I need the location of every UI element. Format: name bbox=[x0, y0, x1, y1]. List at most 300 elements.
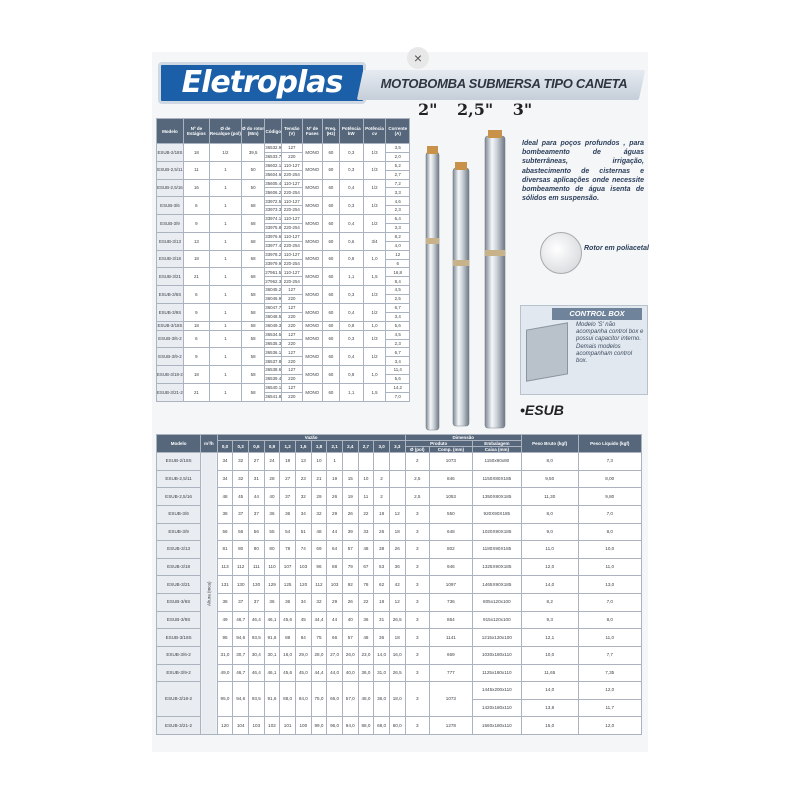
power-cv-cell: 1,0 bbox=[363, 366, 386, 384]
box-header: Caixa (mm) bbox=[472, 447, 521, 453]
stages-cell: 9 bbox=[183, 215, 209, 233]
table-row bbox=[157, 144, 410, 153]
spec-header-cell: Potência cv bbox=[363, 119, 386, 144]
head-value-cell: 74 bbox=[295, 541, 311, 559]
head-value-cell: 15 bbox=[342, 470, 358, 488]
model-cell: ESUB-3/21 bbox=[157, 576, 201, 594]
head-value-cell: 1 bbox=[327, 453, 343, 471]
product-header: Produto bbox=[405, 441, 472, 447]
gross-weight-cell: 8,0 bbox=[521, 453, 578, 471]
phases-cell: MONO bbox=[302, 321, 323, 330]
table-row bbox=[157, 286, 410, 295]
pump-illustration bbox=[418, 120, 518, 432]
code-cell: 36048.5 bbox=[265, 312, 282, 321]
head-value-cell: 130 bbox=[249, 576, 265, 594]
code-cell: 33973.3 bbox=[265, 206, 282, 215]
phases-cell: MONO bbox=[302, 144, 323, 162]
head-value-cell: 14,0 bbox=[374, 646, 390, 664]
diameter-cell: 3 bbox=[405, 664, 429, 682]
head-value-cell: 45 bbox=[233, 488, 249, 506]
length-cell: 864 bbox=[429, 611, 472, 629]
gross-weight-cell: 11,65 bbox=[521, 664, 578, 682]
power-cv-cell: 1/3 bbox=[363, 197, 386, 215]
length-cell: 846 bbox=[429, 470, 472, 488]
head-value-cell: 51 bbox=[295, 523, 311, 541]
current-cell: 4,0 bbox=[386, 241, 410, 250]
gross-weight-cell: 13,8 bbox=[521, 699, 578, 717]
frequency-cell: 60 bbox=[323, 321, 340, 330]
diameter-cell: 3 bbox=[405, 523, 429, 541]
code-cell: 35606.2 bbox=[265, 188, 282, 197]
head-value-cell: 45,6 bbox=[280, 664, 296, 682]
voltage-cell: 220 bbox=[282, 321, 302, 330]
head-value-cell: 32 bbox=[295, 488, 311, 506]
power-kw-cell: 0,3 bbox=[339, 161, 363, 179]
head-value-cell: 22 bbox=[358, 505, 374, 523]
code-cell: 36533.7 bbox=[265, 152, 282, 161]
head-value-cell: 46,7 bbox=[233, 611, 249, 629]
outlet-cell: 1 bbox=[209, 215, 241, 233]
stages-cell: 21 bbox=[183, 268, 209, 286]
head-value-cell: 48 bbox=[358, 629, 374, 647]
head-value-cell: 80 bbox=[264, 541, 280, 559]
head-value-cell: 45,0 bbox=[295, 664, 311, 682]
outlet-cell: 1/2 bbox=[209, 144, 241, 162]
head-value-cell: 131 bbox=[217, 576, 233, 594]
head-value-cell: 32 bbox=[311, 505, 327, 523]
power-kw-cell: 0,3 bbox=[339, 286, 363, 304]
head-value-cell: 78 bbox=[358, 576, 374, 594]
head-value-cell: 36 bbox=[264, 594, 280, 612]
diameter-cell: 3 bbox=[405, 682, 429, 717]
phases-cell: MONO bbox=[302, 232, 323, 250]
head-value-cell: 38 bbox=[374, 541, 390, 559]
phases-cell: MONO bbox=[302, 384, 323, 402]
diameter-cell: 2,5 bbox=[405, 488, 429, 506]
head-value-cell: 28,0 bbox=[311, 646, 327, 664]
spec-header-cell: Ø do rotor (Mm) bbox=[241, 119, 264, 144]
model-cell: ESUB-3/9 bbox=[157, 523, 201, 541]
brand-name: Eletroplas bbox=[181, 65, 343, 100]
frequency-cell: 60 bbox=[323, 384, 340, 402]
voltage-cell: 220-254 bbox=[282, 170, 302, 179]
current-cell: 2,7 bbox=[386, 170, 410, 179]
code-cell: 27962.3 bbox=[265, 277, 282, 286]
head-value-cell: 44,0 bbox=[327, 664, 343, 682]
table-row bbox=[157, 470, 642, 488]
head-value-cell: 56 bbox=[249, 523, 265, 541]
performance-table-body bbox=[157, 453, 642, 735]
diameter-cell: 3 bbox=[405, 576, 429, 594]
head-value-cell: 75,0 bbox=[311, 682, 327, 717]
current-cell: 3,5 bbox=[386, 144, 410, 153]
head-value-cell: 19 bbox=[342, 488, 358, 506]
code-cell: 33979.9 bbox=[265, 259, 282, 268]
table-row bbox=[157, 232, 410, 241]
code-cell: 33977.4 bbox=[265, 241, 282, 250]
head-value-cell: 96,0 bbox=[327, 717, 343, 735]
stages-cell: 18 bbox=[183, 250, 209, 268]
head-value-cell: 111 bbox=[249, 558, 265, 576]
rotor-cell: 68 bbox=[241, 268, 264, 286]
current-cell: 8,2 bbox=[386, 232, 410, 241]
model-cell: ESUB-3/6 bbox=[157, 197, 184, 215]
code-cell: 36536.1 bbox=[265, 348, 282, 357]
head-value-cell: 57 bbox=[342, 541, 358, 559]
diameter-cell: 3 bbox=[405, 505, 429, 523]
head-value-cell: 40,0 bbox=[342, 664, 358, 682]
power-cv-cell: 1/3 bbox=[363, 161, 386, 179]
gross-weight-cell: 11,0 bbox=[521, 541, 578, 559]
head-value-cell: 18 bbox=[389, 629, 405, 647]
net-weight-cell: 8,0 bbox=[578, 523, 641, 541]
box-cell: 1020X90X185 bbox=[472, 523, 521, 541]
pump-sizes bbox=[418, 100, 546, 119]
head-value-cell: 95,0 bbox=[217, 682, 233, 717]
head-value-cell: 34 bbox=[217, 453, 233, 471]
head-value-cell: 31 bbox=[249, 470, 265, 488]
head-value-cell: 40 bbox=[342, 611, 358, 629]
head-value-cell: 94,0 bbox=[342, 717, 358, 735]
power-kw-cell: 0,6 bbox=[339, 232, 363, 250]
net-weight-cell: 7,0 bbox=[578, 505, 641, 523]
box-cell: 805x120x100 bbox=[472, 594, 521, 612]
head-value-cell: 34 bbox=[295, 594, 311, 612]
table-row bbox=[157, 488, 642, 506]
head-value-cell: 26 bbox=[327, 488, 343, 506]
spec-table-header bbox=[157, 119, 410, 144]
head-value-cell: 100 bbox=[295, 717, 311, 735]
power-kw-cell: 0,3 bbox=[339, 330, 363, 348]
dimension-header: Dimensão bbox=[405, 435, 521, 441]
current-cell: 5,6 bbox=[386, 375, 410, 384]
outlet-cell: 1 bbox=[209, 366, 241, 384]
head-value-cell: 48 bbox=[311, 523, 327, 541]
phases-cell: MONO bbox=[302, 330, 323, 348]
head-value-cell: 16,0 bbox=[280, 646, 296, 664]
control-box-note: Modelo 'S' não acompanha control box e possui capacitor interno. Demais modelos acompanham control box. bbox=[576, 322, 644, 365]
head-value-cell: 32 bbox=[233, 470, 249, 488]
stages-cell: 9 bbox=[183, 304, 209, 322]
length-header: Comp. (mm) bbox=[429, 447, 472, 453]
power-cv-cell: 1,0 bbox=[363, 250, 386, 268]
head-value-cell: 69 bbox=[311, 541, 327, 559]
head-value-cell: 36 bbox=[358, 611, 374, 629]
model-cell: ESUB-2/18S bbox=[157, 144, 184, 162]
code-cell: 36049.3 bbox=[265, 321, 282, 330]
net-weight-header: Peso Líquido (kgf) bbox=[578, 435, 641, 453]
length-cell: 777 bbox=[429, 664, 472, 682]
head-value-cell: 19 bbox=[327, 470, 343, 488]
outlet-cell: 1 bbox=[209, 250, 241, 268]
table-row bbox=[157, 505, 642, 523]
head-value-cell: 27 bbox=[280, 470, 296, 488]
power-kw-cell: 0,4 bbox=[339, 179, 363, 197]
head-value-cell: 57,0 bbox=[342, 682, 358, 717]
rotor-cell: 58 bbox=[241, 384, 264, 402]
head-value-cell: 33 bbox=[358, 523, 374, 541]
gross-weight-cell: 12,1 bbox=[521, 629, 578, 647]
current-cell: 3,3 bbox=[386, 188, 410, 197]
head-value-cell: 113 bbox=[217, 558, 233, 576]
head-value-cell: 88 bbox=[327, 558, 343, 576]
power-kw-cell: 0,3 bbox=[339, 144, 363, 162]
head-value-cell: 46,4 bbox=[249, 611, 265, 629]
code-cell: 35605.4 bbox=[265, 179, 282, 188]
rotor-cell: 58 bbox=[241, 330, 264, 348]
gross-weight-cell: 10,0 bbox=[521, 646, 578, 664]
head-value-cell: 107 bbox=[280, 558, 296, 576]
table-row bbox=[157, 250, 410, 259]
phases-cell: MONO bbox=[302, 268, 323, 286]
head-value-cell: 60,0 bbox=[389, 717, 405, 735]
rotor-cell: 58 bbox=[241, 348, 264, 366]
gross-weight-cell: 9,50 bbox=[521, 470, 578, 488]
head-value-cell: 96 bbox=[311, 558, 327, 576]
head-value-cell: 79 bbox=[342, 558, 358, 576]
net-weight-cell: 8,00 bbox=[578, 470, 641, 488]
current-cell: 6,7 bbox=[386, 304, 410, 313]
box-cell: 1445x200x110 bbox=[472, 682, 521, 700]
length-cell: 1053 bbox=[429, 488, 472, 506]
outlet-cell: 1 bbox=[209, 304, 241, 322]
power-kw-cell: 1,1 bbox=[339, 268, 363, 286]
pump-3in bbox=[485, 130, 505, 428]
diameter-cell: 3 bbox=[405, 541, 429, 559]
head-value-cell: 120 bbox=[295, 576, 311, 594]
head-value-cell: 36 bbox=[280, 594, 296, 612]
model-cell: ESUB-3/21 bbox=[157, 268, 184, 286]
voltage-cell: 127 bbox=[282, 366, 302, 375]
head-value-cell: 13 bbox=[295, 453, 311, 471]
head-value-cell: 62 bbox=[374, 576, 390, 594]
head-value-cell: 103 bbox=[327, 576, 343, 594]
voltage-cell: 220-254 bbox=[282, 259, 302, 268]
rotor-image bbox=[540, 232, 582, 274]
flow-value-header: 2,7 bbox=[358, 441, 374, 453]
length-cell: 669 bbox=[429, 646, 472, 664]
voltage-cell: 220 bbox=[282, 392, 302, 401]
spec-header-cell: Potência kW bbox=[339, 119, 363, 144]
current-cell: 2,0 bbox=[386, 152, 410, 161]
code-cell: 36532.9 bbox=[265, 144, 282, 153]
head-value-cell: 104 bbox=[233, 717, 249, 735]
code-cell: 36541.8 bbox=[265, 392, 282, 401]
box-cell: 1350X80X185 bbox=[472, 488, 521, 506]
head-value-cell: 18,0 bbox=[389, 682, 405, 717]
close-icon[interactable]: × bbox=[407, 47, 429, 69]
phases-cell: MONO bbox=[302, 304, 323, 322]
head-value-cell: 24 bbox=[264, 453, 280, 471]
box-cell: 1125x180x110 bbox=[472, 664, 521, 682]
head-value-cell bbox=[389, 453, 405, 471]
net-weight-cell: 7,3 bbox=[578, 453, 641, 471]
outlet-cell: 1 bbox=[209, 321, 241, 330]
model-cell: ESUB-3/13 bbox=[157, 232, 184, 250]
head-value-cell: 40 bbox=[264, 488, 280, 506]
code-cell: 35604.6 bbox=[265, 170, 282, 179]
head-value-cell: 94,6 bbox=[233, 629, 249, 647]
code-cell: 27961.5 bbox=[265, 268, 282, 277]
length-cell: 802 bbox=[429, 541, 472, 559]
head-value-cell: 29 bbox=[327, 505, 343, 523]
voltage-cell: 110-127 bbox=[282, 179, 302, 188]
length-cell: 1097 bbox=[429, 576, 472, 594]
model-cell: ESUB-3/18 bbox=[157, 250, 184, 268]
head-value-cell: 32 bbox=[233, 453, 249, 471]
current-cell: 16,8 bbox=[386, 268, 410, 277]
head-value-cell: 92 bbox=[342, 576, 358, 594]
rotor-cell: 68 bbox=[241, 232, 264, 250]
head-value-cell: 45 bbox=[295, 611, 311, 629]
head-value-cell: 23,0 bbox=[358, 646, 374, 664]
model-cell: ESUB-2,5/11 bbox=[157, 161, 184, 179]
head-value-cell: 45,6 bbox=[280, 611, 296, 629]
power-cv-cell: 1/2 bbox=[363, 304, 386, 322]
head-value-cell: 11 bbox=[358, 488, 374, 506]
head-value-cell: 91,6 bbox=[264, 629, 280, 647]
head-value-cell: 57 bbox=[342, 629, 358, 647]
diameter-cell: 3 bbox=[405, 717, 429, 735]
table-row bbox=[157, 179, 410, 188]
power-cv-cell: 1,5 bbox=[363, 384, 386, 402]
frequency-cell: 60 bbox=[323, 268, 340, 286]
head-value-cell: 30,7 bbox=[233, 646, 249, 664]
power-kw-cell: 1,1 bbox=[339, 384, 363, 402]
power-cv-cell: 1/3 bbox=[363, 286, 386, 304]
voltage-cell: 110-127 bbox=[282, 250, 302, 259]
head-value-cell: 99,0 bbox=[311, 717, 327, 735]
brand-logo bbox=[158, 62, 366, 104]
voltage-cell: 220-254 bbox=[282, 241, 302, 250]
table-row bbox=[157, 664, 642, 682]
gross-weight-cell: 12,0 bbox=[521, 558, 578, 576]
model-cell: ESUB-3/9 bbox=[157, 215, 184, 233]
head-value-cell: 28 bbox=[264, 470, 280, 488]
code-cell: 36602.1 bbox=[265, 161, 282, 170]
outlet-cell: 1 bbox=[209, 384, 241, 402]
head-value-cell: 88,0 bbox=[280, 682, 296, 717]
head-value-cell: 44,4 bbox=[311, 611, 327, 629]
flow-value-header: 3,3 bbox=[389, 441, 405, 453]
box-cell: 1030x180x110 bbox=[472, 646, 521, 664]
spec-header-cell: Nº de Estágios bbox=[183, 119, 209, 144]
frequency-cell: 60 bbox=[323, 144, 340, 162]
outlet-cell: 1 bbox=[209, 330, 241, 348]
head-value-cell bbox=[358, 453, 374, 471]
gross-weight-cell: 9,0 bbox=[521, 523, 578, 541]
spec-header-cell: Tensão (V) bbox=[282, 119, 302, 144]
power-cv-cell: 1/2 bbox=[363, 348, 386, 366]
net-weight-cell: 11,0 bbox=[578, 558, 641, 576]
frequency-cell: 60 bbox=[323, 215, 340, 233]
voltage-cell: 127 bbox=[282, 144, 302, 153]
diameter-cell: 3 bbox=[405, 611, 429, 629]
flow-value-header: 2,1 bbox=[327, 441, 343, 453]
head-value-cell: 103 bbox=[249, 717, 265, 735]
spec-header-cell: Ø de Recalque (pol) bbox=[209, 119, 241, 144]
power-kw-cell: 0,8 bbox=[339, 321, 363, 330]
head-value-cell: 27 bbox=[249, 453, 265, 471]
diameter-cell: 2 bbox=[405, 453, 429, 471]
head-value-cell: 38 bbox=[217, 594, 233, 612]
head-value-cell: 23 bbox=[295, 470, 311, 488]
voltage-cell: 110-127 bbox=[282, 161, 302, 170]
net-weight-cell: 8,0 bbox=[578, 611, 641, 629]
power-kw-cell: 0,4 bbox=[339, 215, 363, 233]
head-value-cell: 64 bbox=[327, 541, 343, 559]
code-cell: 33978.2 bbox=[265, 250, 282, 259]
table-row bbox=[157, 321, 410, 330]
head-value-cell: 66,0 bbox=[327, 682, 343, 717]
head-value-cell: 31,0 bbox=[374, 664, 390, 682]
outlet-cell: 1 bbox=[209, 161, 241, 179]
head-value-cell: 31 bbox=[374, 611, 390, 629]
head-value-cell: 44 bbox=[327, 523, 343, 541]
model-cell: ESUB-3/18S bbox=[157, 629, 201, 647]
head-value-cell: 44,4 bbox=[311, 664, 327, 682]
head-value-cell: 112 bbox=[233, 558, 249, 576]
table-row bbox=[157, 268, 410, 277]
net-weight-cell: 7,7 bbox=[578, 646, 641, 664]
diameter-cell: 3 bbox=[405, 594, 429, 612]
flow-value-header: 1,8 bbox=[311, 441, 327, 453]
head-value-cell: 37 bbox=[249, 505, 265, 523]
length-cell: 1278 bbox=[429, 717, 472, 735]
model-cell: ESUB-3/9S bbox=[157, 611, 201, 629]
head-value-cell: 48,0 bbox=[358, 682, 374, 717]
length-cell: 736 bbox=[429, 594, 472, 612]
rotor-cell: 58 bbox=[241, 366, 264, 384]
voltage-cell: 220-254 bbox=[282, 224, 302, 233]
length-cell: 648 bbox=[429, 523, 472, 541]
head-value-cell: 46,4 bbox=[249, 664, 265, 682]
gross-weight-cell: 14,0 bbox=[521, 682, 578, 700]
code-cell: 33974.1 bbox=[265, 215, 282, 224]
head-value-cell: 112 bbox=[311, 576, 327, 594]
rotor-cell: 68 bbox=[241, 215, 264, 233]
power-cv-cell: 3/4 bbox=[363, 232, 386, 250]
head-value-cell: 26,0 bbox=[342, 646, 358, 664]
outlet-cell: 1 bbox=[209, 232, 241, 250]
head-value-cell: 101 bbox=[280, 717, 296, 735]
head-value-cell: 44 bbox=[249, 488, 265, 506]
stages-cell: 18 bbox=[183, 144, 209, 162]
diameter-cell: 2,5 bbox=[405, 470, 429, 488]
table-row bbox=[157, 629, 642, 647]
table-row bbox=[157, 348, 410, 357]
head-value-cell: 88 bbox=[280, 629, 296, 647]
box-cell: 915x120x100 bbox=[472, 611, 521, 629]
head-value-cell: 75 bbox=[311, 629, 327, 647]
rotor-label: Rotor em poliacetal bbox=[584, 245, 649, 252]
outlet-cell: 1 bbox=[209, 179, 241, 197]
head-value-cell: 16,0 bbox=[389, 646, 405, 664]
head-value-cell: 37 bbox=[233, 594, 249, 612]
gross-weight-cell: 14,0 bbox=[521, 576, 578, 594]
head-value-cell: 94,6 bbox=[233, 682, 249, 717]
head-value-cell: 125 bbox=[280, 576, 296, 594]
stages-cell: 18 bbox=[183, 321, 209, 330]
spec-table bbox=[156, 118, 410, 402]
outlet-cell: 1 bbox=[209, 268, 241, 286]
code-cell: 33976.6 bbox=[265, 232, 282, 241]
head-value-cell: 36 bbox=[280, 505, 296, 523]
table-row bbox=[157, 594, 642, 612]
diameter-header: Ø (pol) bbox=[405, 447, 429, 453]
head-value-cell: 88,0 bbox=[358, 717, 374, 735]
current-cell: 6,7 bbox=[386, 348, 410, 357]
